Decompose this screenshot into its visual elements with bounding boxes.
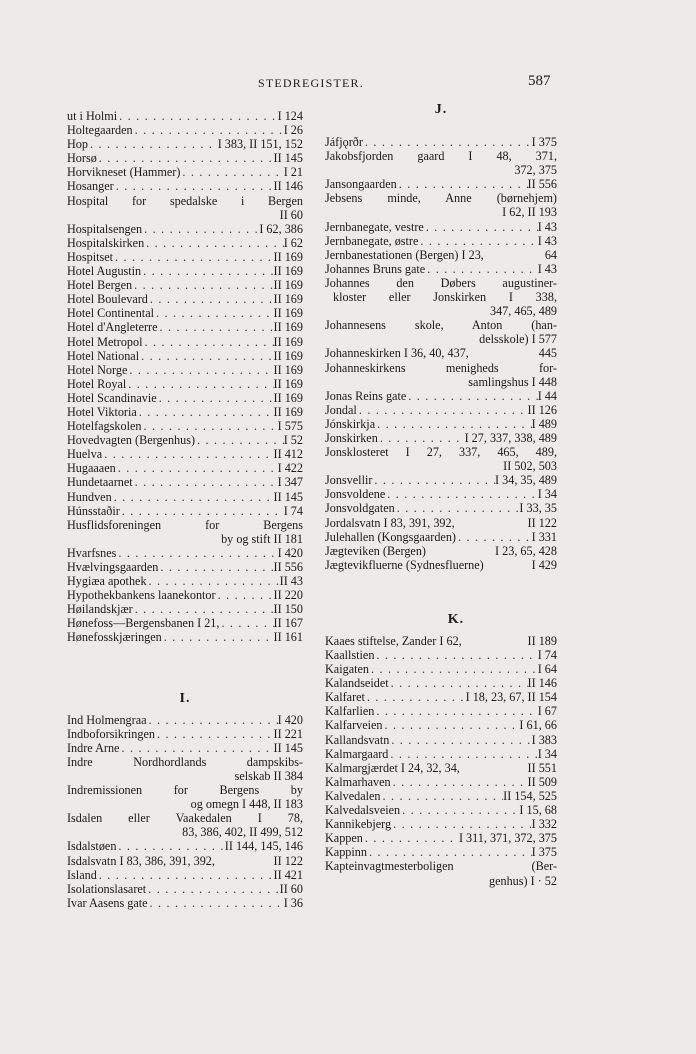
- index-entry-continuation: II 502, 503: [503, 459, 557, 474]
- index-entry: Julehallen (Kongsgaarden) . . . I 331: [325, 530, 557, 544]
- index-entry: Kalmargaard . . . I 34: [325, 747, 557, 761]
- index-entry: Hugaaaen . . . I 422: [67, 461, 303, 475]
- index-entry-continuation: genhus) I · 52: [488, 873, 557, 888]
- index-entry: Island . . . II 421: [67, 868, 303, 882]
- right-column: [325, 102, 557, 888]
- index-entry: Kaigaten . . . I 64: [325, 662, 557, 676]
- index-entry-text: Johanneskirkens menigheds for-: [325, 360, 557, 375]
- index-entry: Isolationslasaret . . . II 60: [67, 882, 303, 896]
- index-entry: Kalvedalsveien . . . I 15, 68: [325, 803, 557, 817]
- index-entry: Kannikebjerg . . . I 332: [325, 817, 557, 831]
- index-entry: Hotelfagskolen . . . I 575: [67, 419, 303, 433]
- index-entry-continuation: by og stift II 181: [221, 531, 303, 546]
- index-entry: Jægtevikfluerne (Sydnesfluerne) I 429: [325, 557, 557, 572]
- index-entry: Johanneskirken I 36, 40, 437, 445: [325, 346, 557, 361]
- index-entry: Hospitset . . . II 169: [67, 250, 303, 264]
- index-entry: Horsø . . . II 145: [67, 151, 303, 165]
- index-entry: Ivar Aasens gate . . . I 36: [67, 896, 303, 910]
- index-entry-text: Kapteinvagtmesterboligen (Ber-: [325, 859, 557, 874]
- index-entry: Isdalstøen . . . II 144, 145, 146: [67, 839, 303, 853]
- index-entry: Hotel Viktoria . . . II 169: [67, 405, 303, 419]
- index-entry: Jægteviken (Bergen) I 23, 65, 428: [325, 543, 557, 558]
- index-entry: Hønefosskjæringen . . . II 161: [67, 630, 303, 644]
- index-entry: ut i Holmi . . . I 124: [67, 109, 303, 123]
- index-entry: Indboforsikringen . . . II 221: [67, 727, 303, 741]
- index-entry-continuation: 83, 386, 402, II 499, 512: [182, 825, 303, 840]
- index-entry: Johannes Bruns gate . . . I 43: [325, 262, 557, 276]
- index-entry: Jordalsvatn I 83, 391, 392, II 122: [325, 515, 557, 530]
- index-entry: Holtegaarden . . . I 26: [67, 123, 303, 137]
- letter-heading-k: K.: [447, 611, 465, 627]
- index-entry: Kalvedalen . . . II 154, 525: [325, 789, 557, 803]
- index-entry-continuation: samlingshus I 448: [468, 374, 557, 389]
- index-entry: Hosanger . . . II 146: [67, 179, 303, 193]
- index-entry: Hop . . . I 383, II 151, 152: [67, 137, 303, 151]
- index-entry-text: Husflidsforeningen for Bergens: [67, 517, 303, 532]
- index-entry: Hundven . . . II 145: [67, 490, 303, 504]
- index-entry: Jonskirken . . . I 27, 337, 338, 489: [325, 431, 557, 445]
- index-entry: Hospitalskirken . . . I 62: [67, 236, 303, 250]
- left-column: [67, 109, 303, 910]
- index-entry-continuation: selskab II 384: [234, 768, 303, 783]
- index-entry: Hotel Continental . . . II 169: [67, 306, 303, 320]
- index-entry: Hotel Scandinavie . . . II 169: [67, 391, 303, 405]
- page-number: 587: [528, 73, 551, 89]
- index-entry-text: Johannesens skole, Anton (han-: [325, 318, 557, 333]
- index-entry: Ind Holmengraa . . . I 420: [67, 713, 303, 727]
- index-entry-text: Johannes den Døbers augustiner-: [325, 275, 557, 290]
- index-entry: Kallandsvatn . . . I 383: [325, 733, 557, 747]
- index-entry-text: Isdalen eller Vaakedalen I 78,: [67, 811, 303, 826]
- index-entry: Kalfarlien . . . I 67: [325, 704, 557, 718]
- index-entry: Jernbanestationen (Bergen) I 23, 64: [325, 247, 557, 262]
- index-entry-text: Jakobsfjorden gaard I 48, 371,: [325, 149, 557, 164]
- index-entry: Húnsstaðir . . . I 74: [67, 504, 303, 518]
- index-entry-continuation: og omegn I 448, II 183: [190, 797, 303, 812]
- index-entry: Hotel Augustin . . . II 169: [67, 264, 303, 278]
- index-entry: Jernbanegate, østre . . . I 43: [325, 234, 557, 248]
- index-entry: Kaaes stiftelse, Zander I 62, II 189: [325, 633, 557, 648]
- index-entry-continuation: delsskole) I 577: [479, 332, 557, 347]
- index-entry: Jáfjǫrðr . . . I 375: [325, 135, 557, 149]
- index-entry: Kappinn . . . I 375: [325, 845, 557, 859]
- index-entry: Høilandskjær . . . II 150: [67, 602, 303, 616]
- index-entry-text: Indremissionen for Bergens by: [67, 783, 303, 798]
- index-entry: Hygiæa apothek . . . II 43: [67, 574, 303, 588]
- index-entry: Hundetaarnet . . . I 347: [67, 475, 303, 489]
- index-entry: Hospitalsengen . . . I 62, 386: [67, 222, 303, 236]
- letter-heading-j: J.: [434, 102, 448, 117]
- index-entry: Hotel Norge . . . II 169: [67, 363, 303, 377]
- page-header: [0, 73, 696, 96]
- index-entry: Hotel Boulevard . . . II 169: [67, 292, 303, 306]
- index-entry: Hvarfsnes . . . I 420: [67, 546, 303, 560]
- index-entry: Hotel d'Angleterre . . . II 169: [67, 320, 303, 334]
- index-entry: Kappen . . . I 311, 371, 372, 375: [325, 831, 557, 845]
- index-entry: Jonsvellir . . . I 34, 35, 489: [325, 473, 557, 487]
- index-entry: Jónskirkja . . . I 489: [325, 417, 557, 431]
- index-entry-text: Hospital for spedalske i Bergen: [67, 193, 303, 208]
- index-entry: Kalfarveien . . . I 61, 66: [325, 718, 557, 732]
- index-entry: Horvikneset (Hammer) . . . I 21: [67, 165, 303, 179]
- index-entry-text: Indre Nordhordlands dampskibs-: [67, 754, 303, 769]
- index-entry: Hvælvingsgaarden . . . II 556: [67, 560, 303, 574]
- index-entry: Hotel National . . . II 169: [67, 349, 303, 363]
- index-entry: Huelva . . . II 412: [67, 447, 303, 461]
- index-entry: Kalmarhaven . . . II 509: [325, 775, 557, 789]
- index-entry-continuation: 372, 375: [514, 163, 557, 178]
- index-entry: Hovedvagten (Bergenhus) . . . I 52: [67, 433, 303, 447]
- index-entry-text: Jebsens minde, Anne (børnehjem): [325, 191, 557, 206]
- index-entry: Jonas Reins gate . . . I 44: [325, 389, 557, 403]
- index-entry-text: Jonsklosteret I 27, 337, 465, 489,: [325, 445, 557, 460]
- index-entry: Hotel Bergen . . . II 169: [67, 278, 303, 292]
- running-title: STEDREGISTER.: [258, 76, 364, 90]
- index-entry: Kaallstien . . . I 74: [325, 648, 557, 662]
- index-entry: Kalfaret . . . I 18, 23, 67, II 154: [325, 690, 557, 704]
- index-entry: Kalmargjærdet I 24, 32, 34, II 551: [325, 760, 557, 775]
- index-entry-text: kloster eller Jonskirken I 338,: [333, 290, 557, 305]
- index-entry: Hotel Royal . . . II 169: [67, 377, 303, 391]
- index-entry: Indre Arne . . . II 145: [67, 741, 303, 755]
- index-entry: Jonsvoldene . . . I 34: [325, 487, 557, 501]
- index-entry: Jansongaarden . . . II 556: [325, 177, 557, 191]
- index-entry-continuation: II 60: [279, 207, 303, 222]
- index-entry: Hønefoss—Bergensbanen I 21, . . . II 167: [67, 616, 303, 630]
- index-entry-continuation: I 62, II 193: [502, 205, 557, 220]
- index-entry: Kalandseidet . . . II 146: [325, 676, 557, 690]
- index-entry: Jonsvoldgaten . . . I 33, 35: [325, 501, 557, 515]
- index-entry: Hotel Metropol . . . II 169: [67, 335, 303, 349]
- index-entry: Jernbanegate, vestre . . . I 43: [325, 220, 557, 234]
- index-entry: Hypothekbankens laanekontor . . . II 220: [67, 588, 303, 602]
- letter-heading-i: I.: [179, 690, 191, 706]
- index-entry-continuation: 347, 465, 489: [489, 304, 557, 319]
- index-entry: Isdalsvatn I 83, 386, 391, 392, II 122: [67, 853, 303, 868]
- index-entry: Jondal . . . II 126: [325, 403, 557, 417]
